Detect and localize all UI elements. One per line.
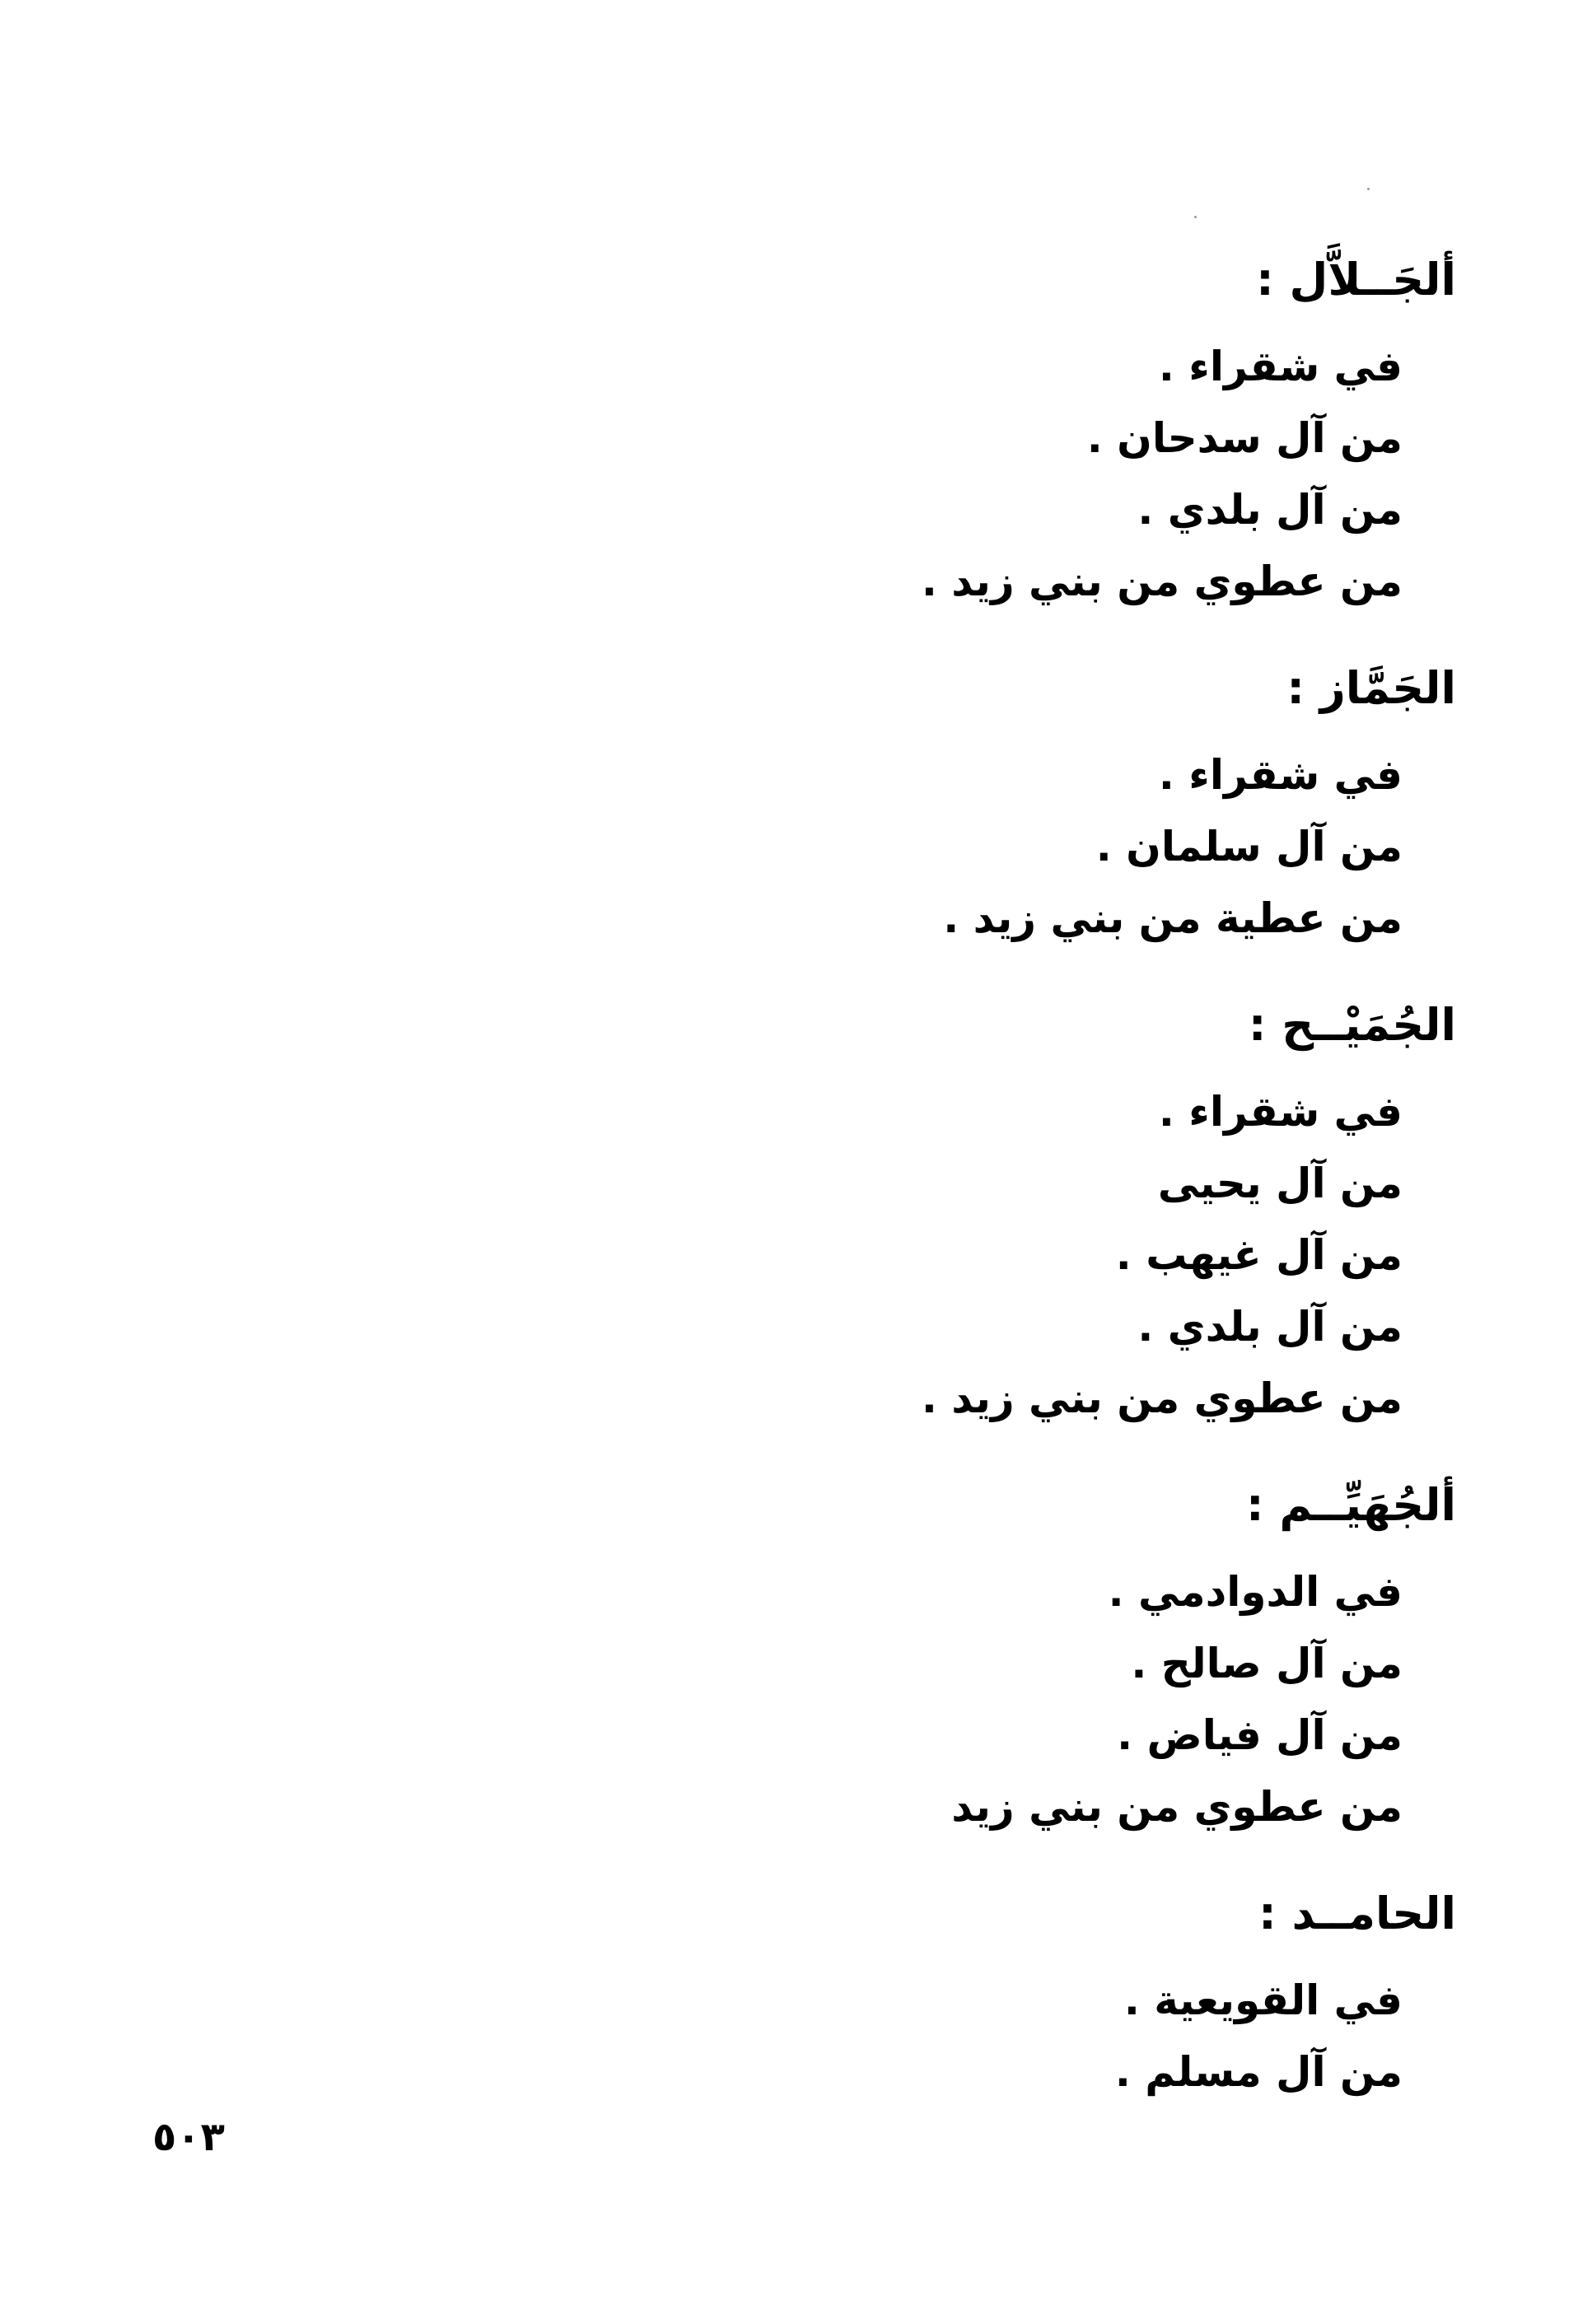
entry-heading: الجُمَيْــح : bbox=[1248, 999, 1456, 1051]
scan-speck bbox=[1367, 188, 1370, 190]
entry-line: من آل يحيى bbox=[1157, 1160, 1403, 1207]
entry-line: في شقراء . bbox=[1158, 751, 1403, 799]
entry-line: من آل صالح . bbox=[1131, 1640, 1403, 1687]
entry-line: من آل فياض . bbox=[1117, 1711, 1403, 1759]
entry-line: من عطوي من بني زيد . bbox=[921, 1374, 1403, 1422]
entry-line: من آل سلمان . bbox=[1095, 823, 1403, 870]
entry-heading: ألجُهَيِّــم : bbox=[1245, 1479, 1456, 1531]
entry-heading: الجَمَّاز : bbox=[1286, 662, 1456, 714]
entry-line: في الدوادمي . bbox=[1108, 1568, 1403, 1616]
entry-heading: الحامــد : bbox=[1258, 1888, 1456, 1939]
entry-line: من آل بلدي . bbox=[1137, 1303, 1403, 1351]
page-number: ٥٠٣ bbox=[152, 2114, 225, 2160]
entry-line: من آل سدحان . bbox=[1086, 414, 1403, 462]
entry-jammaz bbox=[468, 656, 1456, 954]
entry-line: من آل غيهب . bbox=[1115, 1231, 1403, 1279]
entry-line: في القويعية . bbox=[1123, 1976, 1403, 2024]
entry-heading: ألجَــلاَّل : bbox=[1256, 254, 1456, 306]
entry-line: من آل بلدي . bbox=[1137, 486, 1403, 534]
entry-jallal bbox=[468, 247, 1456, 618]
scan-speck bbox=[1194, 216, 1197, 218]
entry-line: من عطية من بني زيد . bbox=[943, 894, 1403, 942]
entry-line: في شقراء . bbox=[1158, 343, 1403, 390]
entry-jumaih bbox=[468, 992, 1456, 1435]
entry-line: من آل مسلم . bbox=[1114, 2048, 1403, 2096]
entry-line: في شقراء . bbox=[1158, 1088, 1403, 1136]
entry-hamid bbox=[468, 1881, 1456, 2108]
entry-line: من عطوي من بني زيد bbox=[951, 1783, 1403, 1831]
entry-juhaim bbox=[468, 1472, 1456, 1843]
entry-line: من عطوي من بني زيد . bbox=[921, 558, 1403, 605]
entry-list bbox=[468, 247, 1456, 2146]
